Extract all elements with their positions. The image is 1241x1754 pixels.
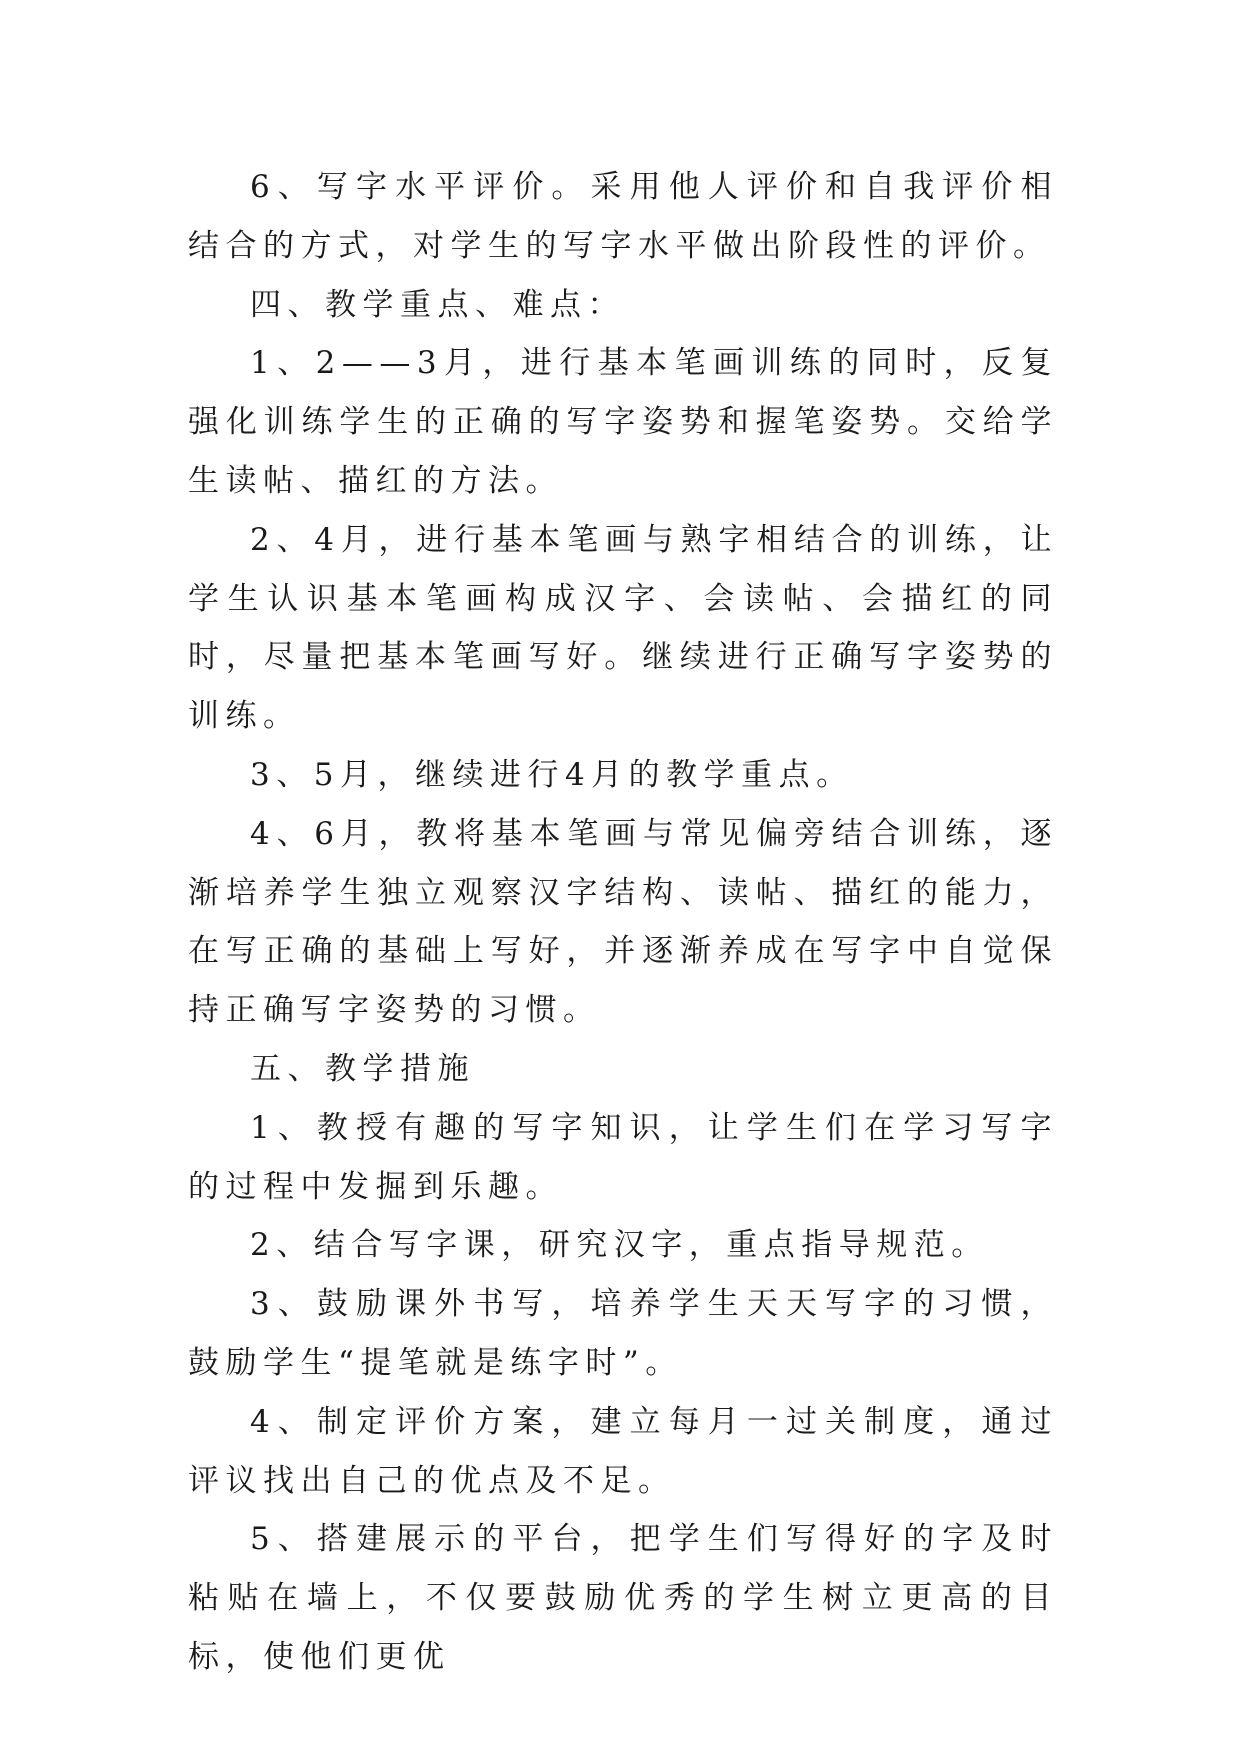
paragraph-measure-5: 5、搭建展示的平台，把学生们写得好的字及时粘贴在墙上，不仅要鼓励优秀的学生树立更高的目标，使他们更优 xyxy=(188,1521,1058,1675)
heading-teaching-measures: 五、教学措施 xyxy=(250,1050,475,1087)
paragraph-writing-evaluation: 6、写字水平评价。采用他人评价和自我评价相结合的方式，对学生的写字水平做出阶段性的评价。 xyxy=(188,169,1058,264)
heading-teaching-key-points: 四、教学重点、难点： xyxy=(250,286,625,323)
paragraph-measure-1: 1、教授有趣的写字知识，让学生们在学习写字的过程中发掘到乐趣。 xyxy=(188,1109,1058,1205)
paragraph-april: 2、4月，进行基本笔画与熟字相结合的训练，让学生认识基本笔画构成汉字、会读帖、会描红的同时，尽量把基本笔画写好。继续进行正确写字姿势的训练。 xyxy=(188,521,1058,735)
paragraph-measure-3: 3、鼓励课外书写，培养学生天天写字的习惯，鼓励学生“提笔就是练字时”。 xyxy=(188,1286,1058,1381)
paragraph-may: 3、5月，继续进行4月的教学重点。 xyxy=(250,756,854,793)
paragraph-june: 4、6月，教将基本笔画与常见偏旁结合训练，逐渐培养学生独立观察汉字结构、读帖、描红的能力，在写正确的基础上写好，并逐渐养成在写字中自觉保持正确写字姿势的习惯。 xyxy=(188,815,1058,1029)
document-body xyxy=(188,158,1058,1687)
paragraph-measure-4: 4、制定评价方案，建立每月一过关制度，通过评议找出自己的优点及不足。 xyxy=(188,1403,1058,1499)
paragraph-feb-march: 1、2——3月，进行基本笔画训练的同时，反复强化训练学生的正确的写字姿势和握笔姿势。交给学生读帖、描红的方法。 xyxy=(188,345,1058,499)
paragraph-measure-2: 2、结合写字课，研究汉字，重点指导规范。 xyxy=(250,1227,989,1264)
